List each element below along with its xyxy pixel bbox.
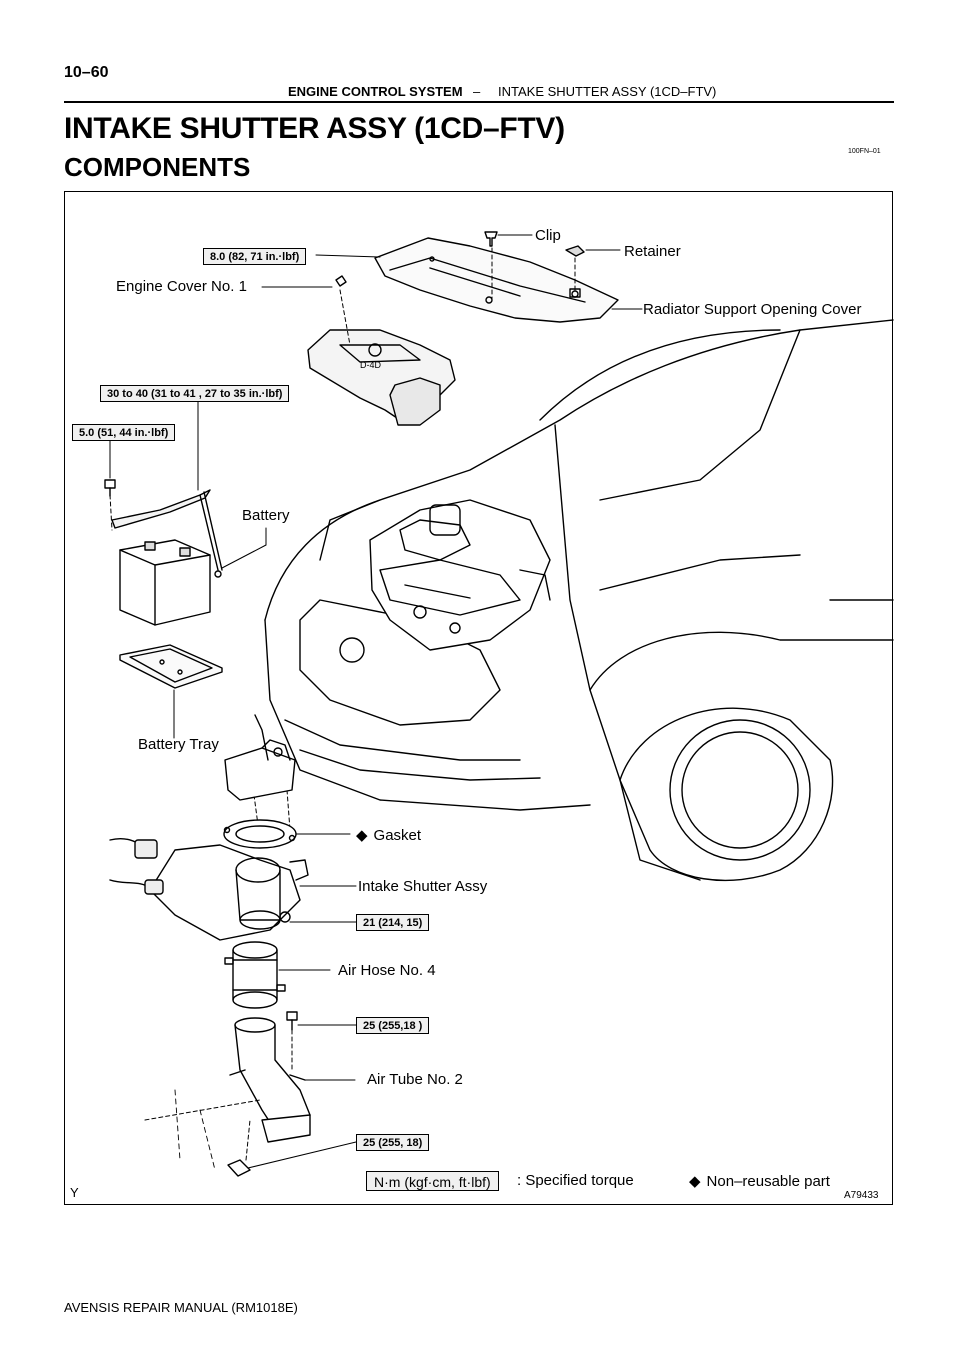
header-topic: INTAKE SHUTTER ASSY (1CD–FTV): [498, 84, 717, 99]
svg-text:D-4D: D-4D: [360, 360, 382, 370]
air-hose-drawing: [225, 942, 285, 1008]
label-gasket-text: Gasket: [373, 827, 422, 844]
tube-bolt-drawing: [228, 1160, 250, 1176]
legend-unit-box: N·m (kgf·cm, ft·lbf): [366, 1171, 499, 1191]
page-number: 10–60: [64, 64, 109, 81]
gasket-drawing: [224, 820, 296, 848]
footer-manual-name: AVENSIS REPAIR MANUAL (RM1018E): [64, 1300, 298, 1315]
label-intake-shutter: Intake Shutter Assy: [358, 878, 488, 895]
header-section: ENGINE CONTROL SYSTEM: [288, 84, 463, 99]
torque-shutter: 21 (214, 15): [356, 914, 429, 931]
label-battery-tray: Battery Tray: [138, 736, 219, 753]
legend-specified-torque: : Specified torque: [517, 1172, 634, 1189]
car-drawing: [265, 320, 893, 880]
label-air-hose: Air Hose No. 4: [338, 962, 436, 979]
legend-non-reusable-text: Non–reusable part: [706, 1173, 830, 1190]
battery-drawing: [120, 540, 210, 625]
label-gasket: [356, 826, 421, 844]
document-code: 100FN–01: [848, 148, 881, 155]
engine-bay-drawing: [370, 500, 550, 650]
label-retainer: Retainer: [624, 243, 681, 260]
torque-tube: 25 (255, 18): [356, 1134, 429, 1151]
intake-shutter-drawing: [110, 839, 308, 940]
figure-id: A79433: [844, 1190, 879, 1201]
section-title: COMPONENTS: [64, 152, 251, 182]
label-engine-cover: Engine Cover No. 1: [116, 278, 247, 295]
battery-tray-drawing: [120, 645, 222, 688]
engine-cover-drawing: [308, 276, 455, 425]
clip-drawing: [485, 232, 497, 246]
torque-hose: 25 (255,18 ): [356, 1017, 429, 1034]
torque-cover: 8.0 (82, 71 in.·lbf): [203, 248, 306, 265]
torque-clamp: 30 to 40 (31 to 41 , 27 to 35 in.·lbf): [100, 385, 289, 402]
hose-bolt-drawing: [287, 1012, 297, 1030]
header-separator: –: [473, 84, 481, 99]
label-air-tube: Air Tube No. 2: [367, 1071, 463, 1088]
bolt-drawing: [105, 480, 115, 496]
air-tube-drawing: [230, 1018, 310, 1142]
torque-bolt: 5.0 (51, 44 in.·lbf): [72, 424, 175, 441]
page-title: INTAKE SHUTTER ASSY (1CD–FTV): [64, 112, 565, 145]
legend-non-reusable: [689, 1172, 830, 1190]
figure-corner-mark: Y: [70, 1185, 79, 1200]
label-clip: Clip: [535, 227, 561, 244]
retainer-drawing: [566, 246, 584, 256]
label-radiator-cover: Radiator Support Opening Cover: [643, 301, 862, 318]
label-battery: Battery: [242, 507, 290, 524]
non-reusable-icon: ◆: [356, 827, 368, 844]
bracket-drawing: [225, 715, 295, 800]
diamond-icon: ◆: [689, 1173, 701, 1190]
